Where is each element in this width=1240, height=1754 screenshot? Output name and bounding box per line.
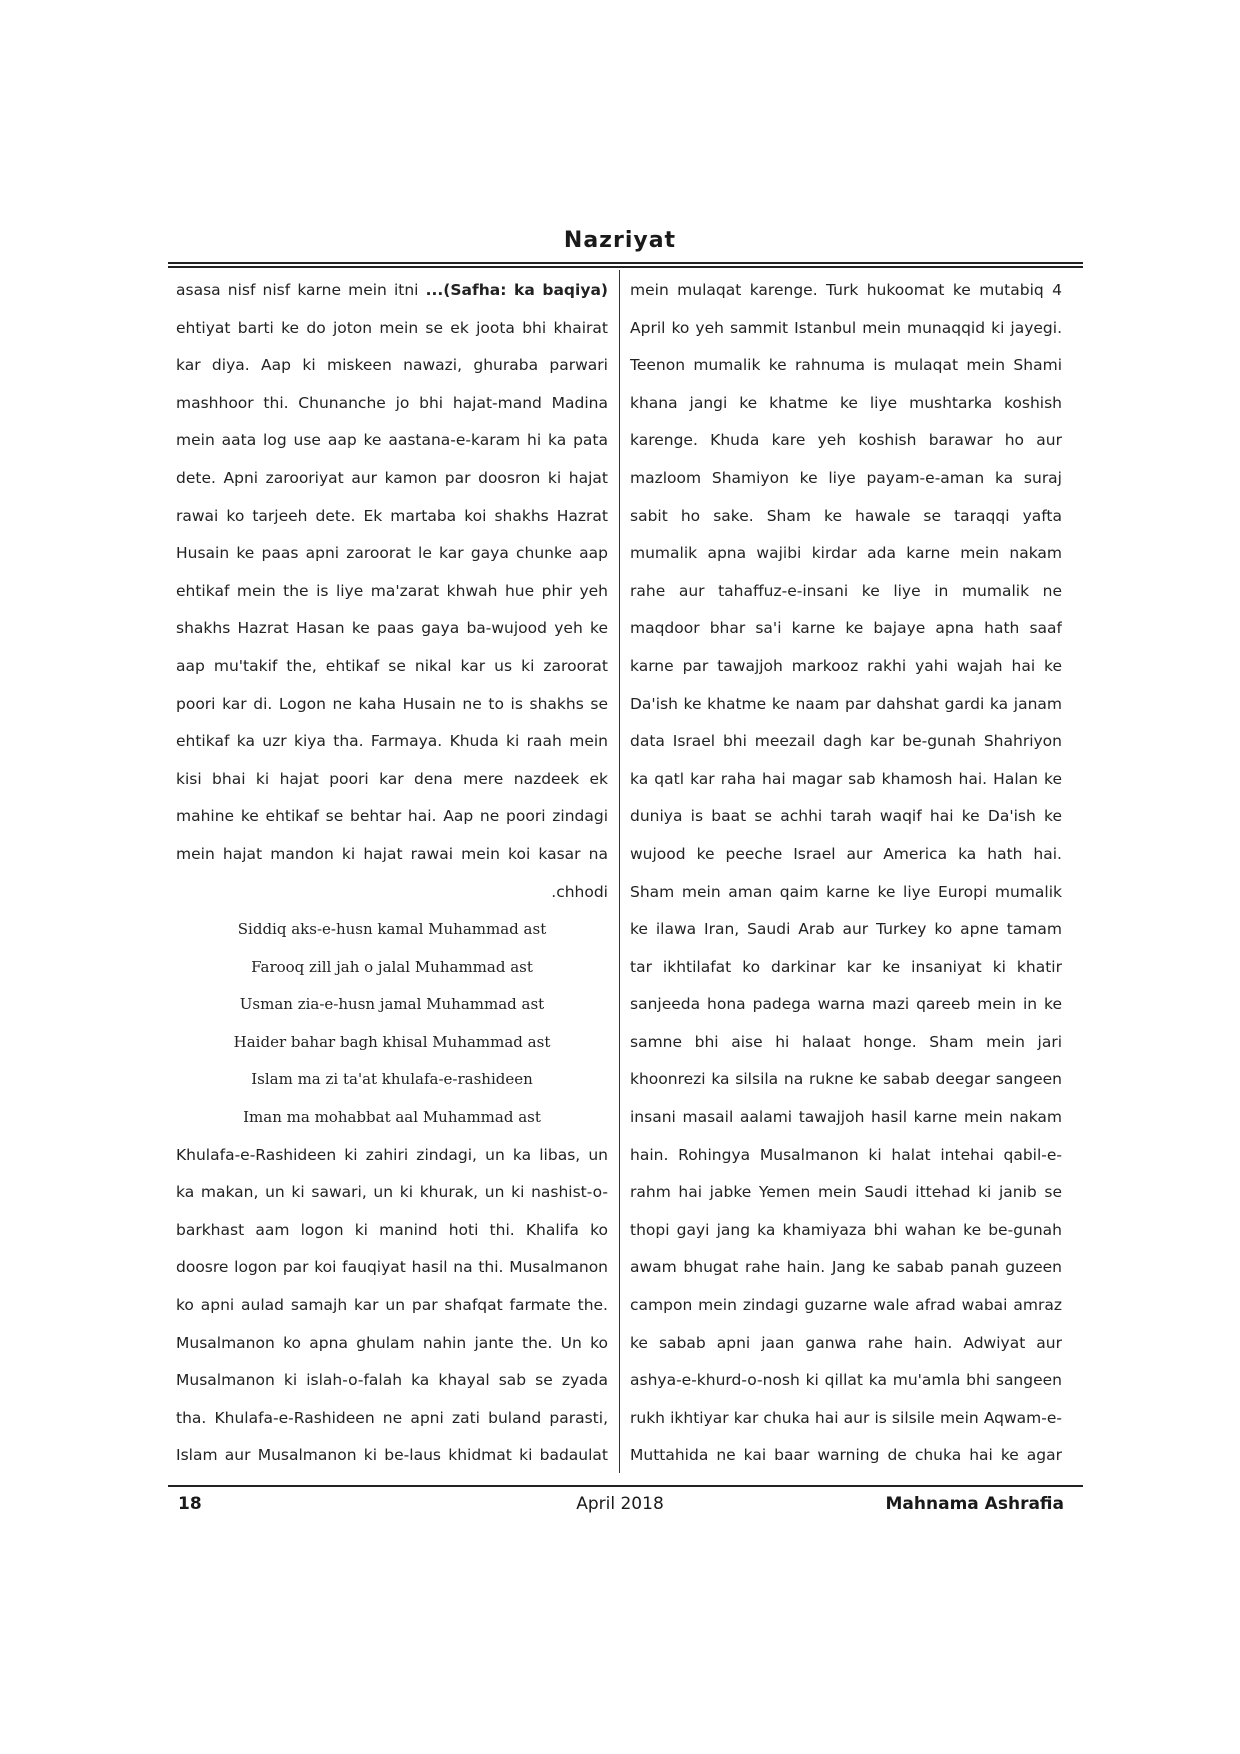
footer-rule bbox=[168, 1485, 1083, 1487]
verse-line: Iman ma mohabbat aal Muhammad ast bbox=[243, 1108, 541, 1127]
left-column-paragraph: Khulafa-e-Rashideen ki zahiri zindagi, un ka libas, un ka makan, un ki sawari, un ki khurak, un ki nashist-o-barkhast aam logon ki manind hoti thi. Khalifa ko doosre logon par koi fauqiyat hasil na thi. Musalmanon ko apni aulad samajh kar un par shafqat farmate the. Musalmanon ko apna ghulam nahin jante the. Un ko Musalmanon ki islah-o-falah ka khayal sab se zyada tha. Khulafa-e-Rashideen ne apni zati buland parasti, Islam aur Musalmanon ki be-laus khidmat ki badaulat bbox=[176, 1145, 608, 1465]
magazine-name: Mahnama Ashrafia bbox=[885, 1494, 1064, 1514]
page-number: 18 bbox=[178, 1494, 202, 1514]
continuation-lead: (Safha: ka baqiya)... bbox=[425, 281, 608, 299]
verse-line: Siddiq aks-e-husn kamal Muhammad ast bbox=[237, 920, 547, 939]
issue-date: April 2018 bbox=[576, 1494, 664, 1514]
column-divider bbox=[619, 270, 620, 1473]
verse-line: Farooq zill jah o jalal Muhammad ast bbox=[251, 957, 533, 976]
right-column bbox=[630, 272, 1062, 1467]
page-section-title: Nazriyat bbox=[563, 228, 677, 253]
header-rule-bottom bbox=[168, 266, 1083, 268]
right-column-paragraph: mein mulaqat karenge. Turk hukoomat ke mutabiq 4 April ko yeh sammit Istanbul mein munaqqid ki jayegi. Teenon mumalik ke rahnuma is mulaqat mein Shami khana jangi ke khatme ke liye mushtarka koshish karenge. Khuda kare yeh koshish barawar ho aur mazloom Shamiyon ke liye payam-e-aman ka suraj sabit ho sake. Sham ke hawale se taraqqi yafta mumalik apna wajibi kirdar ada karne mein nakam rahe aur tahaffuz-e-insani ke liye in mumalik ne maqdoor bhar sa'i karne ke bajaye apna hath saaf karne par tawajjoh markooz rakhi yahi wajah hai ke Da'ish ke khatme ke naam par dahshat gardi ka janam data Israel bhi meezail dagh kar be-gunah Shahriyon ka qatl kar raha hai magar sab khamosh hai. Halan ke duniya is baat se achhi tarah waqif hai ke Da'ish ke wujood ke peeche Israel aur America ka hath hai. Sham mein aman qaim karne ke liye Europi mumalik ke ilawa Iran, Saudi Arab aur Turkey ko apne tamam tar ikhtilafat ko darkinar kar ke insaniyat ki khatir sanjeeda hona padega warna mazi qareeb mein in ke samne bhi aise hi halaat honge. Sham mein jari khoonrezi ka silsila na rukne ke sabab deegar sangeen insani masail aalami tawajjoh hasil karne mein nakam hain. Rohingya Musalmanon ki halat intehai qabil-e-rahm hai jabke Yemen mein Saudi ittehad ki janib se thopi gayi jang ka khamiyaza bhi wahan ke be-gunah awam bhugat rahe hain. Jang ke sabab panah guzeen campon mein zindagi guzarne wale afrad wabai amraz ke sabab apni jaan ganwa rahe hain. Adwiyat aur ashya-e-khurd-o-nosh ki qillat ka mu'amla bhi sangeen rukh ikhtiyar kar chuka hai aur is silsile mein Aqwam-e-Muttahida ne kai baar warning de chuka hai ke agar bbox=[630, 281, 1062, 1465]
verse-line: Usman zia-e-husn jamal Muhammad ast bbox=[239, 995, 545, 1014]
verse-line: Haider bahar bagh khisal Muhammad ast bbox=[233, 1032, 551, 1051]
verse-line: Islam ma zi ta'at khulafa-e-rashideen bbox=[251, 1070, 533, 1089]
left-column-paragraph-text: asasa nisf nisf karne mein itni ehtiyat barti ke do joton mein se ek joota bhi khairat kar diya. Aap ki miskeen nawazi, ghuraba parwari mashhoor thi. Chunanche jo bhi hajat-mand Madina mein aata log use aap ke aastana-e-karam hi ka pata dete. Apni zarooriyat aur kamon par doosron ki hajat rawai ko tarjeeh dete. Ek martaba koi shakhs Hazrat Husain ke paas apni zaroorat le kar gaya chunke aap ehtikaf mein the is liye ma'zarat khwah hue phir yeh shakhs Hazrat Hasan ke paas gaya ba-wujood yeh ke aap mu'takif the, ehtikaf se nikal kar us ki zaroorat poori kar di. Logon ne kaha Husain ne to is shakhs se ehtikaf ka uzr kiya tha. Farmaya. Khuda ki raah mein kisi bhai ki hajat poori kar dena mere nazdeek ek mahine ke ehtikaf se behtar hai. Aap ne poori zindagi mein hajat mandon ki hajat rawai mein koi kasar na chhodi. bbox=[176, 281, 608, 901]
left-column bbox=[176, 272, 608, 1467]
left-column-paragraph bbox=[176, 272, 608, 911]
header-rule-top bbox=[168, 262, 1083, 264]
